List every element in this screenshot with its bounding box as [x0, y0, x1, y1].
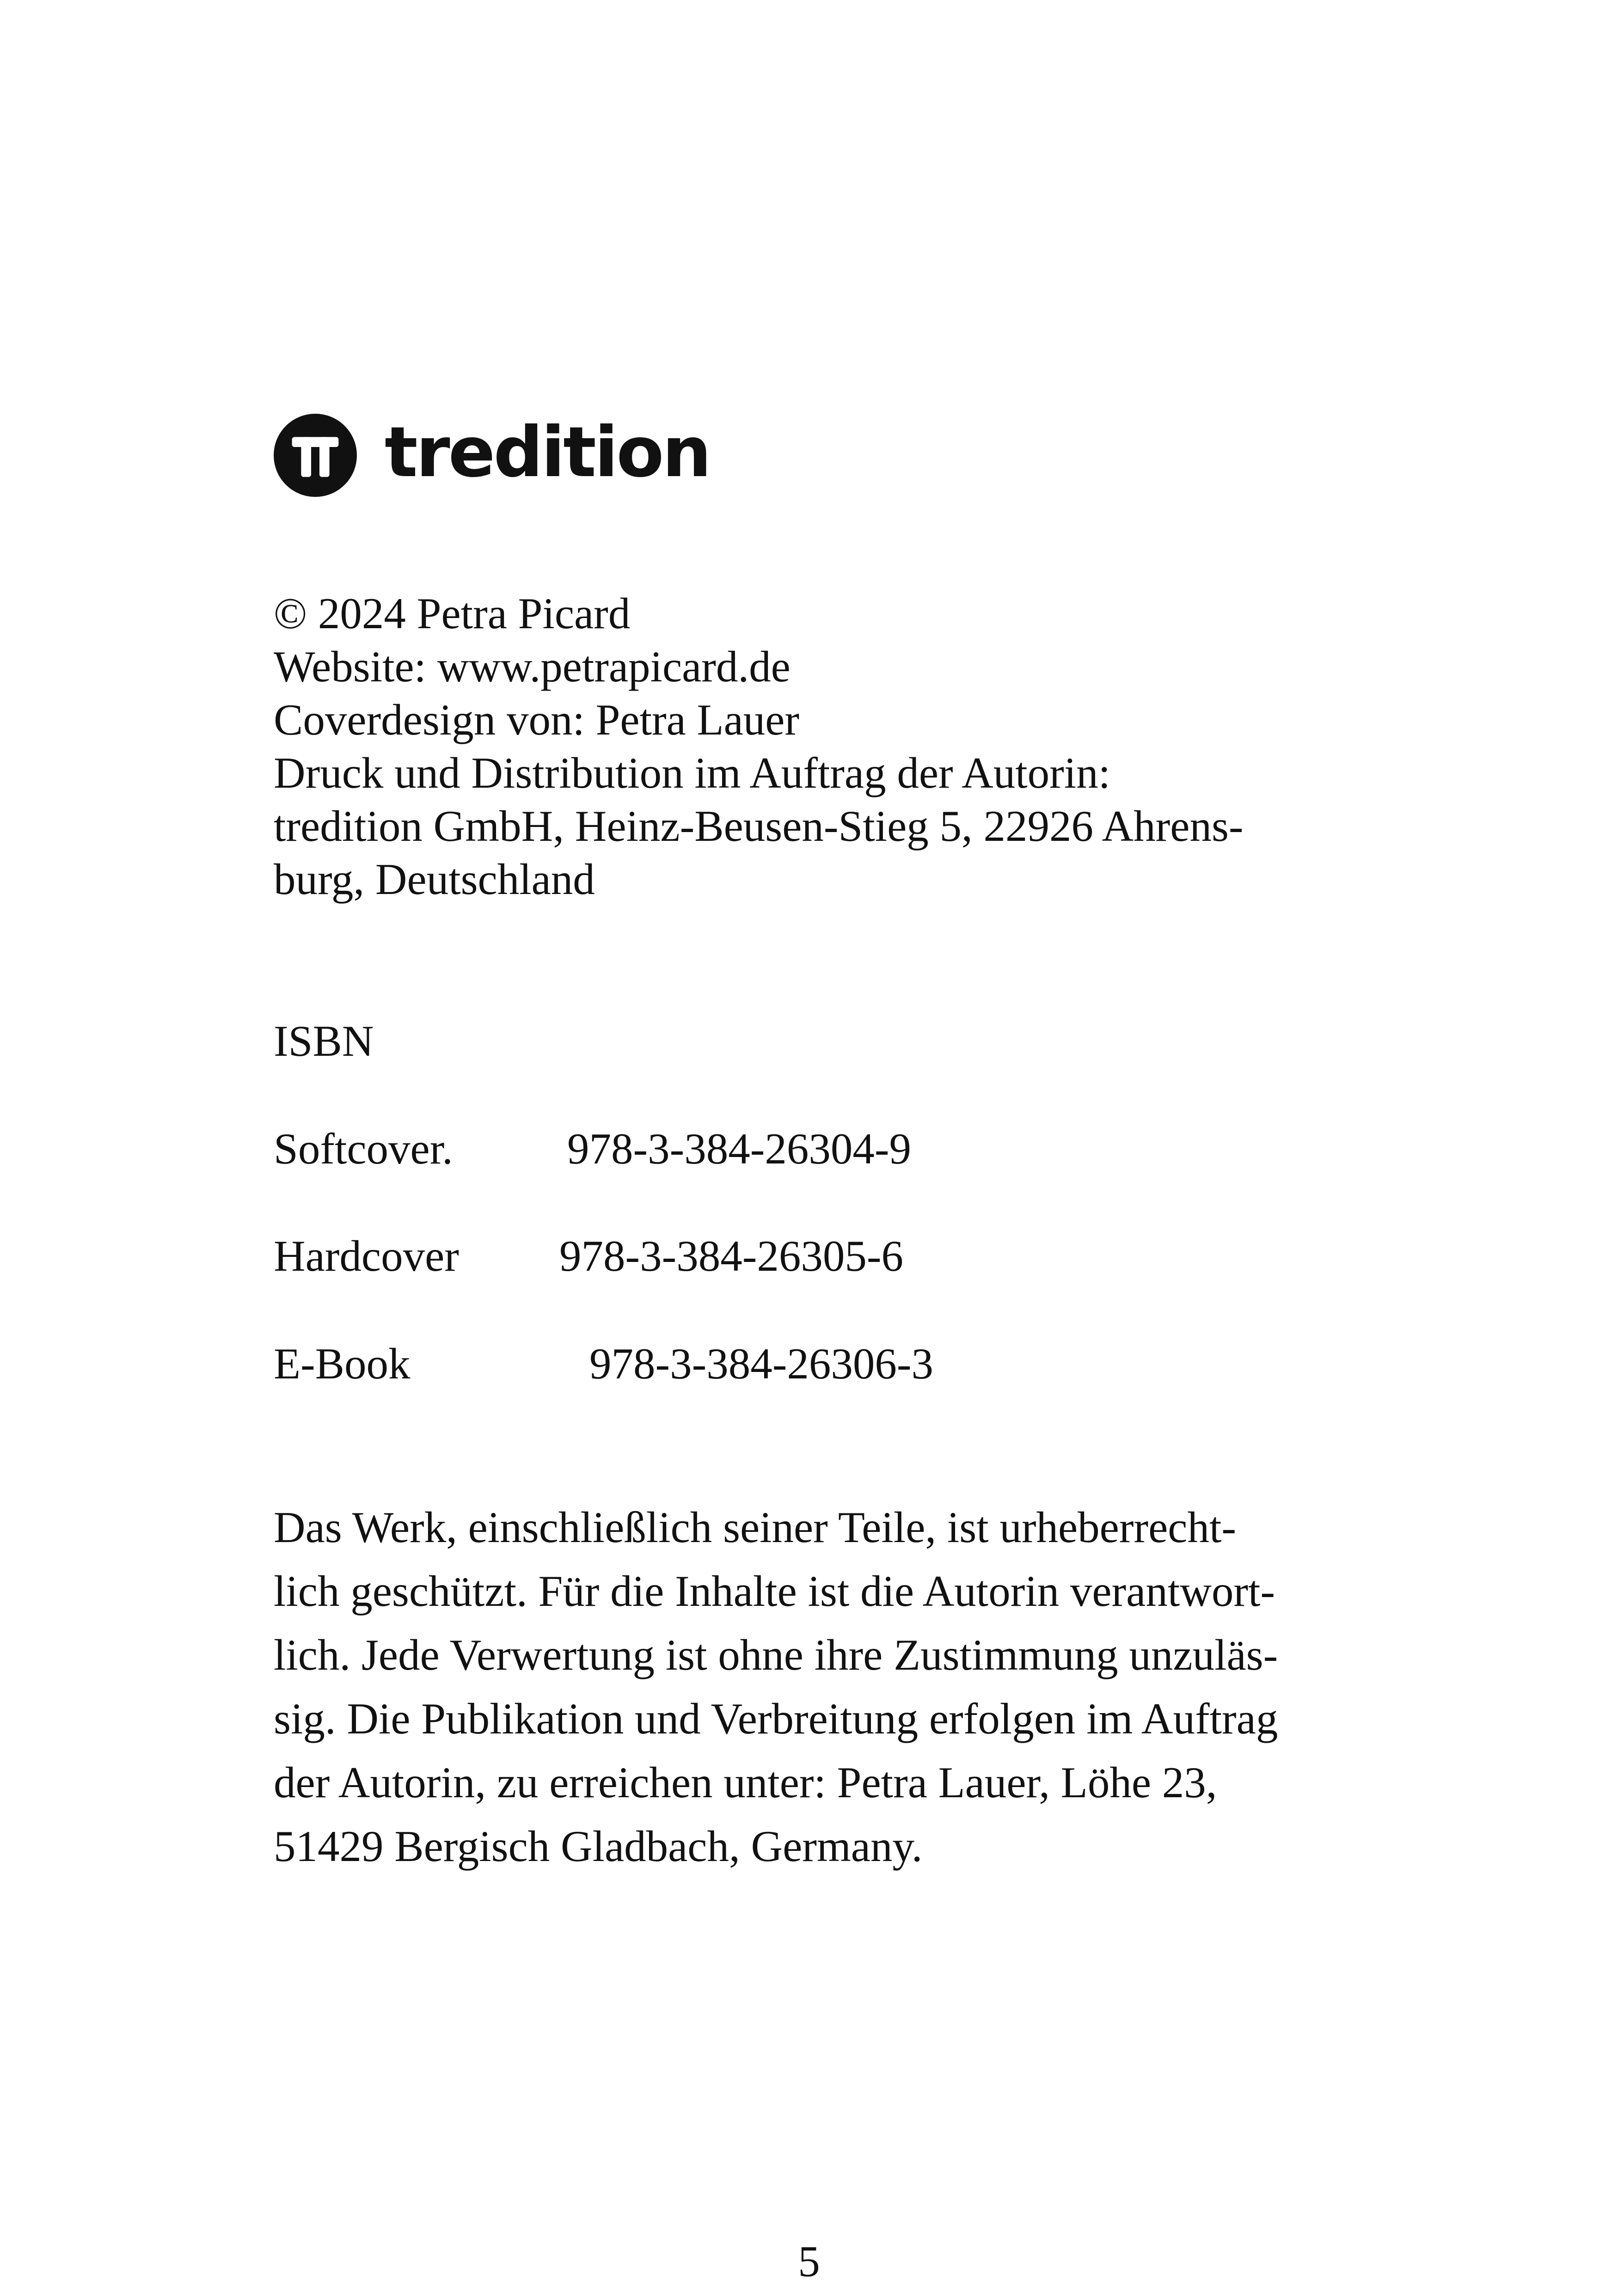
notice-line: der Autorin, zu erreichen unter: Petra Lauer, Löhe 23,	[274, 1758, 1217, 1807]
page-number: 5	[798, 2237, 820, 2286]
isbn-row-hardcover	[274, 1230, 1198, 1283]
isbn-number: 978-3-384-26306-3	[589, 1339, 934, 1388]
isbn-label: E-Book	[274, 1339, 411, 1388]
publisher-address-line-2: burg, Deutschland	[274, 855, 595, 904]
isbn-label: Softcover.	[274, 1124, 453, 1173]
isbn-label: Hardcover	[274, 1231, 459, 1280]
notice-line: lich. Jede Verwertung ist ohne ihre Zustimmung unzuläs-	[274, 1630, 1278, 1679]
isbn-row-softcover	[274, 1122, 1198, 1176]
copyright-line: © 2024 Petra Picard	[274, 589, 631, 638]
notice-line: 51429 Bergisch Gladbach, Germany.	[274, 1822, 923, 1871]
tredition-t-icon	[274, 414, 357, 497]
copyright-notice	[274, 1495, 1278, 1878]
publisher-address-line: tredition GmbH, Heinz-Beusen-Stieg 5, 22926 Ahrens-	[274, 802, 1244, 851]
distribution-line: Druck und Distribution im Auftrag der Autorin:	[274, 748, 1111, 797]
isbn-heading: ISBN	[274, 1016, 374, 1065]
publisher-wordmark: tredition	[385, 412, 710, 493]
imprint-block	[274, 587, 1244, 906]
website-line: Website: www.petrapicard.de	[274, 642, 791, 691]
isbn-number: 978-3-384-26305-6	[559, 1231, 904, 1280]
publisher-logo	[274, 414, 710, 497]
coverdesign-line: Coverdesign von: Petra Lauer	[274, 695, 800, 744]
notice-line: sig. Die Publikation und Verbreitung erfolgen im Auftrag	[274, 1694, 1278, 1743]
isbn-number: 978-3-384-26304-9	[567, 1124, 912, 1173]
isbn-row-ebook	[274, 1337, 1198, 1390]
notice-line: Das Werk, einschließlich seiner Teile, ist urheberrecht-	[274, 1503, 1236, 1552]
notice-line: lich geschützt. Für die Inhalte ist die Autorin verantwort-	[274, 1567, 1275, 1616]
